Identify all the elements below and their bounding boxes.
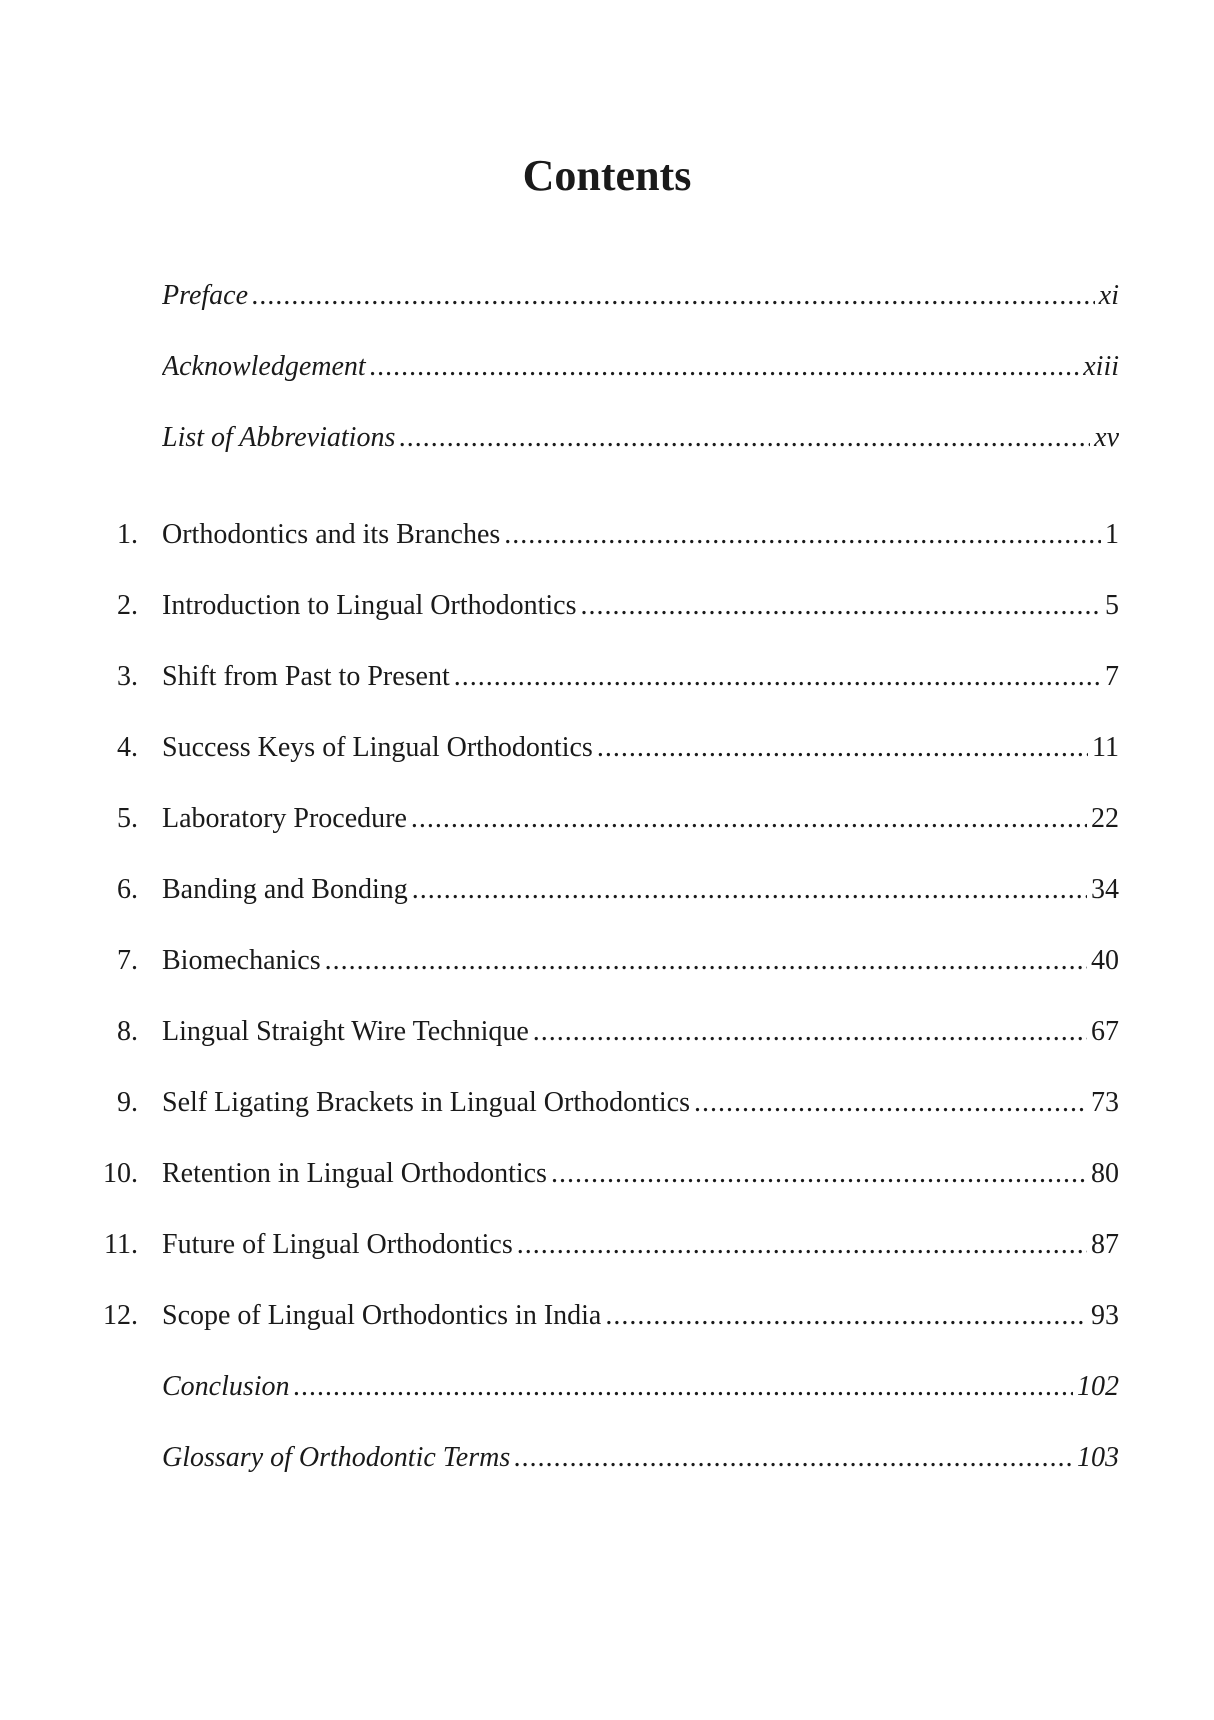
toc-page-number: 34 bbox=[1091, 874, 1119, 905]
toc-leader-dots bbox=[605, 1296, 1087, 1336]
toc-entry-glossary[interactable] bbox=[0, 1438, 1214, 1478]
toc-entry-list-of-abbreviations[interactable] bbox=[0, 418, 1214, 458]
toc-chapter-4[interactable] bbox=[0, 728, 1214, 768]
chapter-number: 11. bbox=[104, 1229, 138, 1260]
toc-label: List of Abbreviations bbox=[162, 422, 396, 453]
chapter-number: 1. bbox=[117, 519, 138, 550]
toc-page-number: xi bbox=[1098, 280, 1119, 311]
toc-page-number: 103 bbox=[1077, 1442, 1119, 1473]
toc-leader-dots bbox=[551, 1154, 1087, 1194]
toc-entry-acknowledgement[interactable] bbox=[0, 347, 1214, 387]
toc-label: Self Ligating Brackets in Lingual Orthodontics bbox=[162, 1087, 691, 1118]
chapter-number: 5. bbox=[117, 803, 138, 834]
toc-label: Retention in Lingual Orthodontics bbox=[162, 1158, 547, 1189]
toc-leader-dots bbox=[581, 586, 1102, 626]
toc-page-number: xiii bbox=[1083, 351, 1119, 382]
toc-chapter-5[interactable] bbox=[0, 799, 1214, 839]
toc-label: Lingual Straight Wire Technique bbox=[162, 1016, 529, 1047]
toc-chapter-11[interactable] bbox=[0, 1225, 1214, 1265]
toc-page-number: xv bbox=[1094, 422, 1119, 453]
toc-page-number: 22 bbox=[1091, 803, 1119, 834]
toc-chapter-10[interactable] bbox=[0, 1154, 1214, 1194]
toc-label: Success Keys of Lingual Orthodontics bbox=[162, 732, 593, 763]
toc-label: Scope of Lingual Orthodontics in India bbox=[162, 1300, 602, 1331]
toc-leader-dots bbox=[252, 276, 1095, 316]
toc-label: Laboratory Procedure bbox=[162, 803, 407, 834]
toc-chapter-8[interactable] bbox=[0, 1012, 1214, 1052]
toc-page-number: 80 bbox=[1091, 1158, 1119, 1189]
toc-page-number: 40 bbox=[1091, 945, 1119, 976]
page-title: Contents bbox=[522, 151, 692, 200]
toc-page-number: 5 bbox=[1105, 590, 1119, 621]
toc-chapter-1[interactable] bbox=[0, 515, 1214, 555]
toc-leader-dots bbox=[454, 657, 1101, 697]
toc-leader-dots bbox=[294, 1367, 1073, 1407]
toc-leader-dots bbox=[514, 1438, 1073, 1478]
toc-leader-dots bbox=[370, 347, 1080, 387]
chapter-number: 9. bbox=[117, 1087, 138, 1118]
toc-chapter-3[interactable] bbox=[0, 657, 1214, 697]
chapter-number: 6. bbox=[117, 874, 138, 905]
toc-label: Future of Lingual Orthodontics bbox=[162, 1229, 513, 1260]
toc-page-number: 93 bbox=[1091, 1300, 1119, 1331]
chapter-number: 4. bbox=[117, 732, 138, 763]
toc-page-number: 7 bbox=[1105, 661, 1119, 692]
chapter-number: 8. bbox=[117, 1016, 138, 1047]
chapter-number: 2. bbox=[117, 590, 138, 621]
toc-chapter-6[interactable] bbox=[0, 870, 1214, 910]
toc-page-number: 102 bbox=[1077, 1371, 1119, 1402]
toc-label: Introduction to Lingual Orthodontics bbox=[162, 590, 577, 621]
toc-leader-dots bbox=[325, 941, 1087, 981]
toc-label: Shift from Past to Present bbox=[162, 661, 450, 692]
toc-page-number: 1 bbox=[1105, 519, 1119, 550]
toc-leader-dots bbox=[411, 799, 1087, 839]
toc-leader-dots bbox=[517, 1225, 1087, 1265]
toc-label: Glossary of Orthodontic Terms bbox=[162, 1442, 511, 1473]
toc-label: Orthodontics and its Branches bbox=[162, 519, 501, 550]
toc-chapter-2[interactable] bbox=[0, 586, 1214, 626]
toc-label: Biomechanics bbox=[162, 945, 321, 976]
toc-label: Preface bbox=[162, 280, 249, 311]
toc-page-number: 67 bbox=[1091, 1016, 1119, 1047]
toc-leader-dots bbox=[504, 515, 1101, 555]
toc-page-number: 11 bbox=[1092, 732, 1119, 763]
toc-leader-dots bbox=[597, 728, 1088, 768]
toc-leader-dots bbox=[694, 1083, 1087, 1123]
chapter-number: 12. bbox=[103, 1300, 138, 1331]
chapter-number: 10. bbox=[103, 1158, 138, 1189]
toc-leader-dots bbox=[412, 870, 1087, 910]
toc-label: Acknowledgement bbox=[162, 351, 366, 382]
toc-page-number: 73 bbox=[1091, 1087, 1119, 1118]
toc-leader-dots bbox=[533, 1012, 1087, 1052]
toc-entry-conclusion[interactable] bbox=[0, 1367, 1214, 1407]
toc-chapter-9[interactable] bbox=[0, 1083, 1214, 1123]
toc-entry-preface[interactable] bbox=[0, 276, 1214, 316]
toc-label: Conclusion bbox=[162, 1371, 290, 1402]
toc-page-number: 87 bbox=[1091, 1229, 1119, 1260]
chapter-number: 3. bbox=[117, 661, 138, 692]
toc-label: Banding and Bonding bbox=[162, 874, 408, 905]
chapter-number: 7. bbox=[117, 945, 138, 976]
toc-leader-dots bbox=[399, 418, 1090, 458]
toc-chapter-12[interactable] bbox=[0, 1296, 1214, 1336]
toc-chapter-7[interactable] bbox=[0, 941, 1214, 981]
